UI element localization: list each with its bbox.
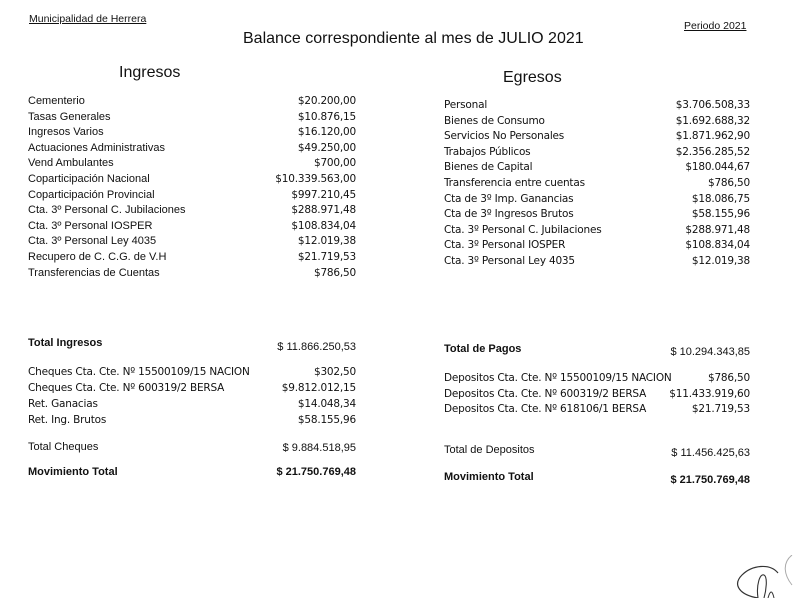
ingreso-item-amount: $20.200,00	[297, 95, 356, 107]
deposito-item-amount: $21.719,53	[691, 403, 750, 416]
cheque-item-amount: $58.155,96	[297, 414, 356, 426]
cheque-item-row	[28, 382, 356, 398]
total-depositos-amount: $ 11.456.425,63	[671, 447, 750, 459]
egreso-item-amount: $12.019,38	[691, 255, 750, 267]
ingreso-item-label: Transferencias de Cuentas	[28, 266, 160, 279]
egreso-item-amount: $1.692.688,32	[675, 114, 750, 127]
egreso-item-row	[444, 130, 750, 146]
ingreso-item-label: Vend Ambulantes	[28, 157, 114, 170]
ingreso-item-row	[28, 204, 356, 220]
egreso-item-label: Cta de 3º Ingresos Brutos	[444, 208, 574, 221]
ingreso-item-label: Coparticipación Provincial	[28, 188, 155, 201]
ingreso-item-label: Cementerio	[28, 95, 85, 107]
egresos-heading: Egresos	[503, 69, 562, 86]
ingreso-item-label: Tasas Generales	[28, 110, 111, 123]
egreso-item-amount: $288.971,48	[685, 223, 750, 236]
cheque-item-row	[28, 366, 356, 382]
egreso-item-row	[444, 255, 750, 271]
ingreso-item-row	[28, 157, 356, 173]
ingresos-movimiento-total-row	[28, 466, 356, 482]
cheque-item-amount: $302,50	[313, 366, 356, 378]
ingresos-heading: Ingresos	[119, 64, 181, 81]
ingreso-item-amount: $16.120,00	[297, 126, 356, 139]
egreso-item-label: Bienes de Consumo	[444, 114, 545, 127]
total-pagos-amount: $ 10.294.343,85	[670, 346, 750, 358]
egreso-item-amount: $3.706.508,33	[675, 99, 750, 111]
egreso-item-amount: $786,50	[707, 177, 750, 189]
egreso-item-label: Cta. 3º Personal Ley 4035	[444, 255, 575, 267]
cheque-item-label: Ret. Ganacias	[28, 398, 98, 410]
ingreso-item-row	[28, 173, 356, 189]
egreso-item-amount: $1.871.962,90	[675, 130, 750, 143]
total-ingresos-label: Total Ingresos	[28, 337, 103, 349]
ingreso-item-row	[28, 95, 356, 111]
ingreso-item-amount: $21.719,53	[297, 251, 356, 263]
egreso-item-row	[444, 193, 750, 209]
deposito-item-row	[444, 388, 750, 404]
egreso-item-label: Cta de 3º Imp. Ganancias	[444, 192, 574, 205]
ingreso-item-label: Cta. 3º Personal C. Jubilaciones	[28, 204, 186, 217]
total-depositos-label: Total de Depositos	[444, 444, 535, 456]
document-title: Balance correspondiente al mes de JULIO 2021	[243, 30, 584, 47]
egreso-item-amount: $18.086,75	[691, 192, 750, 205]
deposito-item-row	[444, 403, 750, 419]
egreso-item-label: Servicios No Personales	[444, 130, 565, 143]
deposito-item-amount: $786,50	[707, 372, 750, 384]
total-pagos-label: Total de Pagos	[444, 343, 522, 355]
egreso-item-row	[444, 146, 750, 162]
egresos-movimiento-total-amount: $ 21.750.769,48	[670, 474, 750, 486]
egreso-item-amount: $2.356.285,52	[675, 145, 750, 158]
total-ingresos-row	[28, 337, 356, 353]
egreso-item-row	[444, 177, 750, 193]
ingreso-item-amount: $10.339.563,00	[275, 173, 356, 185]
egreso-item-amount: $108.834,04	[685, 239, 750, 252]
ingreso-item-row	[28, 126, 356, 142]
deposito-item-label: Depositos Cta. Cte. Nº 600319/2 BERSA	[444, 387, 647, 400]
egresos-movimiento-total-row	[444, 471, 750, 487]
deposito-item-label: Depositos Cta. Cte. Nº 15500109/15 NACION	[444, 372, 672, 384]
egreso-item-label: Bienes de Capital	[444, 161, 533, 174]
cheque-item-label: Ret. Ing. Brutos	[28, 414, 107, 426]
ingreso-item-label: Coparticipación Nacional	[28, 173, 150, 185]
total-cheques-row	[28, 441, 356, 457]
ingreso-item-amount: $12.019,38	[297, 235, 356, 248]
ingreso-item-row	[28, 235, 356, 251]
egreso-item-label: Cta. 3º Personal IOSPER	[444, 239, 566, 252]
total-cheques-amount: $ 9.884.518,95	[282, 442, 356, 454]
deposito-item-row	[444, 372, 750, 388]
ingreso-item-amount: $10.876,15	[297, 110, 356, 123]
egreso-item-row	[444, 239, 750, 255]
egreso-item-label: Transferencia entre cuentas	[444, 177, 585, 189]
ingreso-item-row	[28, 142, 356, 158]
cheque-item-amount: $14.048,34	[297, 398, 356, 410]
egreso-item-label: Cta. 3º Personal C. Jubilaciones	[444, 223, 602, 236]
total-cheques-label: Total Cheques	[28, 441, 99, 453]
ingreso-item-amount: $700,00	[313, 157, 356, 170]
egreso-item-row	[444, 161, 750, 177]
ingreso-item-label: Actuaciones Administrativas	[28, 141, 165, 154]
ingresos-movimiento-total-label: Movimiento Total	[28, 466, 118, 478]
egreso-item-row	[444, 208, 750, 224]
egreso-item-row	[444, 224, 750, 240]
cheque-item-row	[28, 414, 356, 430]
ingreso-item-label: Recupero de C. C.G. de V.H	[28, 251, 167, 263]
ingreso-item-amount: $288.971,48	[291, 204, 356, 217]
cheque-item-label: Cheques Cta. Cte. Nº 600319/2 BERSA	[28, 382, 225, 394]
egreso-item-label: Trabajos Públicos	[444, 145, 531, 158]
cheque-item-row	[28, 398, 356, 414]
egreso-item-amount: $58.155,96	[691, 208, 750, 221]
egreso-item-label: Personal	[444, 99, 488, 111]
ingreso-item-row	[28, 111, 356, 127]
ingreso-item-row	[28, 267, 356, 283]
total-depositos-row	[444, 444, 750, 460]
deposito-item-label: Depositos Cta. Cte. Nº 618106/1 BERSA	[444, 403, 647, 416]
ingreso-item-label: Cta. 3º Personal IOSPER	[28, 219, 153, 232]
egreso-item-row	[444, 99, 750, 115]
cheque-item-amount: $9.812.012,15	[281, 382, 356, 394]
ingreso-item-amount: $786,50	[313, 266, 356, 279]
egreso-item-amount: $180.044,67	[685, 161, 750, 174]
total-ingresos-amount: $ 11.866.250,53	[277, 341, 356, 353]
ingreso-item-row	[28, 220, 356, 236]
ingreso-item-amount: $997.210,45	[291, 188, 356, 201]
ingreso-item-row	[28, 189, 356, 205]
ingreso-item-amount: $49.250,00	[297, 141, 356, 154]
ingreso-item-label: Ingresos Varios	[28, 126, 104, 139]
organization-name: Municipalidad de Herrera	[29, 13, 147, 25]
ingreso-item-label: Cta. 3º Personal Ley 4035	[28, 235, 157, 248]
ingresos-movimiento-total-amount: $ 21.750.769,48	[276, 466, 356, 478]
egreso-item-row	[444, 115, 750, 131]
signature-mark	[730, 555, 800, 598]
ingreso-item-row	[28, 251, 356, 267]
ingreso-item-amount: $108.834,04	[291, 219, 356, 232]
cheque-item-label: Cheques Cta. Cte. Nº 15500109/15 NACION	[28, 366, 250, 378]
period-label: Periodo 2021	[684, 20, 747, 32]
egresos-movimiento-total-label: Movimiento Total	[444, 471, 534, 483]
deposito-item-amount: $11.433.919,60	[669, 387, 750, 400]
total-pagos-row	[444, 343, 750, 359]
